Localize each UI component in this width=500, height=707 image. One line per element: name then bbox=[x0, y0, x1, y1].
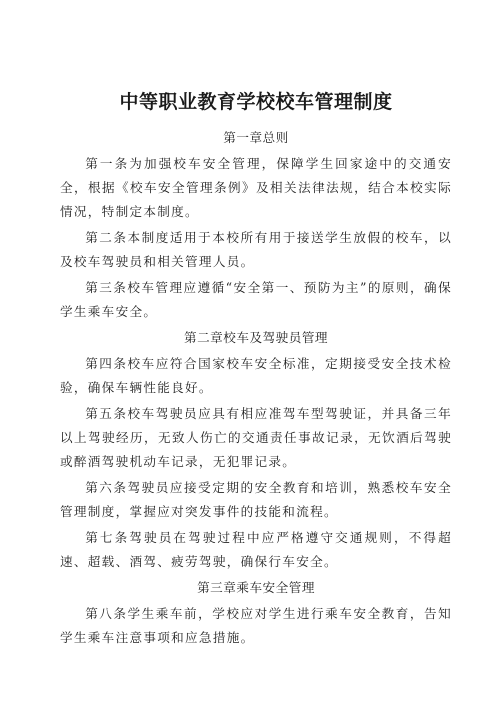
document-title: 中等职业教育学校校车管理制度 bbox=[119, 91, 393, 113]
chapter-heading: 第一章总则 bbox=[223, 130, 289, 145]
chapter-heading: 第三章乘车安全管理 bbox=[197, 580, 315, 595]
article-3: 第三条校车管理应遵循“安全第一、预防为主”的原则，确保学生乘车安全。 bbox=[60, 280, 452, 319]
article-7: 第七条驾驶员在驾驶过程中应严格遵守交通规则，不得超速、超载、酒驾、疲劳驾驶，确保行车安全。 bbox=[60, 530, 452, 569]
article-6: 第六条驾驶员应接受定期的安全教育和培训，熟悉校车安全管理制度，掌握应对突发事件的技能和流程。 bbox=[60, 480, 452, 519]
chapter-3 bbox=[60, 576, 452, 650]
article-5: 第五条校车驾驶员应具有相应准驾车型驾驶证，并具备三年以上驾驶经历，无致人伤亡的交通责任事故记录，无饮酒后驾驶或醉酒驾驶机动车记录，无犯罪记录。 bbox=[60, 406, 452, 469]
chapter-1 bbox=[60, 126, 452, 324]
chapter-2 bbox=[60, 326, 452, 574]
article-2: 第二条本制度适用于本校所有用于接送学生放假的校车，以及校车驾驶员和相关管理人员。 bbox=[60, 230, 452, 269]
article-1: 第一条为加强校车安全管理，保障学生回家途中的交通安全，根据《校车安全管理条例》及相关法律法规，结合本校实际情况，特制定本制度。 bbox=[60, 156, 452, 219]
chapter-heading: 第二章校车及驾驶员管理 bbox=[183, 330, 329, 345]
article-8: 第八条学生乘车前，学校应对学生进行乘车安全教育，告知学生乘车注意事项和应急措施。 bbox=[60, 606, 452, 645]
article-4: 第四条校车应符合国家校车安全标准，定期接受安全技术检验，确保车辆性能良好。 bbox=[60, 356, 452, 395]
